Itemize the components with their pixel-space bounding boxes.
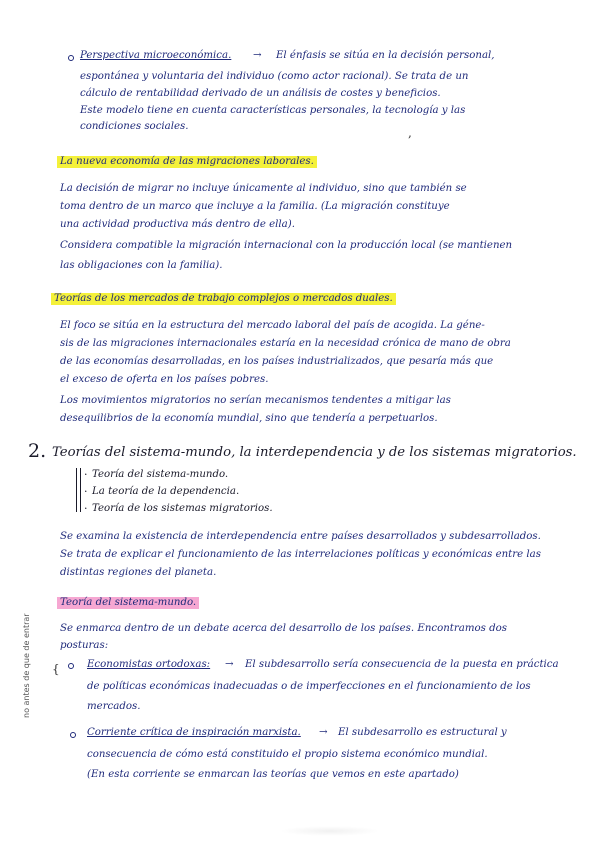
section2-line: Se trata de explicar el funcionamiento de las interrelaciones políticas y económicas entre las (60, 549, 541, 560)
margin-note: no antes de que de entrar (22, 613, 31, 718)
item-title: Corriente crítica de inspiración marxista. (87, 727, 301, 738)
bullet-icon (68, 55, 74, 61)
section2-list-item: La teoría de la dependencia. (92, 486, 240, 497)
perspectiva-line: cálculo de rentabilidad derivado de un análisis de costes y beneficios. (80, 88, 441, 99)
perspectiva-line: El énfasis se sitúa en la decisión personal, (276, 50, 495, 61)
item-line: (En esta corriente se enmarcan las teorías que vemos en este apartado) (87, 769, 459, 780)
section2-list-item: Teoría de los sistemas migratorios. (92, 503, 273, 514)
item-line: El subdesarrollo es estructural y (338, 727, 507, 738)
perspectiva-title: Perspectiva microeconómica. (80, 50, 232, 61)
mercados-line: sis de las migraciones internacionales estaría en la necesidad crónica de mano de obra (60, 338, 511, 349)
item-line: consecuencia de cómo está constituido el propio sistema económico mundial. (87, 749, 488, 760)
list-bullet-icon: · (84, 468, 88, 481)
mercados-line: el exceso de oferta en los países pobres. (60, 374, 269, 385)
bullet-icon (70, 732, 76, 738)
perspectiva-line: Este modelo tiene en cuenta características personales, la tecnología y las (80, 105, 466, 116)
list-bullet-icon: · (84, 485, 88, 498)
nueva-economia-line: una actividad productiva más dentro de ella). (60, 219, 295, 230)
item-line: El subdesarrollo sería consecuencia de la puesta en práctica (245, 659, 559, 670)
pen-mark: , (408, 126, 412, 140)
arrow-icon: → (225, 659, 234, 670)
item-line: de políticas económicas inadecuadas o de imperfecciones en el funcionamiento de los (87, 681, 531, 692)
nueva-economia-line: La decisión de migrar no incluye únicamente al individuo, sino que también se (60, 183, 467, 194)
perspectiva-line: espontánea y voluntaria del individuo (como actor racional). Se trata de un (80, 71, 469, 82)
list-bracket (76, 468, 81, 512)
sistema-mundo-line: posturas: (60, 640, 109, 651)
nueva-economia-heading: La nueva economía de las migraciones laborales. (57, 156, 317, 168)
arrow-icon: → (253, 50, 262, 61)
section2-list-item: Teoría del sistema-mundo. (92, 469, 229, 480)
section2-title: Teorías del sistema-mundo, la interdependencia y de los sistemas migratorios. (52, 445, 577, 460)
sistema-mundo-line: Se enmarca dentro de un debate acerca del desarrollo de los países. Encontramos dos (60, 623, 507, 634)
arrow-icon: → (319, 727, 328, 738)
item-title: Economistas ortodoxas: (87, 659, 211, 670)
bullet-icon (68, 663, 74, 669)
nueva-economia-line: Considera compatible la migración internacional con la producción local (se mantienen (60, 240, 513, 251)
brace-mark: { (52, 662, 60, 676)
section-number: 2. (28, 440, 47, 462)
mercados-duales-heading: Teorías de los mercados de trabajo complejos o mercados duales. (51, 293, 396, 305)
section2-line: distintas regiones del planeta. (60, 567, 217, 578)
mercados-line: El foco se sitúa en la estructura del mercado laboral del país de acogida. La géne- (60, 320, 485, 331)
section2-line: Se examina la existencia de interdependencia entre países desarrollados y subdesarrollados. (60, 531, 541, 542)
faint-bleed-mark (280, 826, 380, 836)
perspectiva-line: condiciones sociales. (80, 121, 189, 132)
nueva-economia-line: las obligaciones con la familia). (60, 260, 223, 271)
mercados-line: de las economías desarrolladas, en los países industrializados, que pesaría más que (60, 356, 494, 367)
mercados-line: desequilibrios de la economía mundial, sino que tendería a perpetuarlos. (60, 413, 438, 424)
nueva-economia-line: toma dentro de un marco que incluye a la familia. (La migración constituye (60, 201, 450, 212)
mercados-line: Los movimientos migratorios no serían mecanismos tendentes a mitigar las (60, 395, 451, 406)
list-bullet-icon: · (84, 502, 88, 515)
sistema-mundo-heading: Teoría del sistema-mundo. (57, 597, 199, 609)
item-line: mercados. (87, 701, 141, 712)
